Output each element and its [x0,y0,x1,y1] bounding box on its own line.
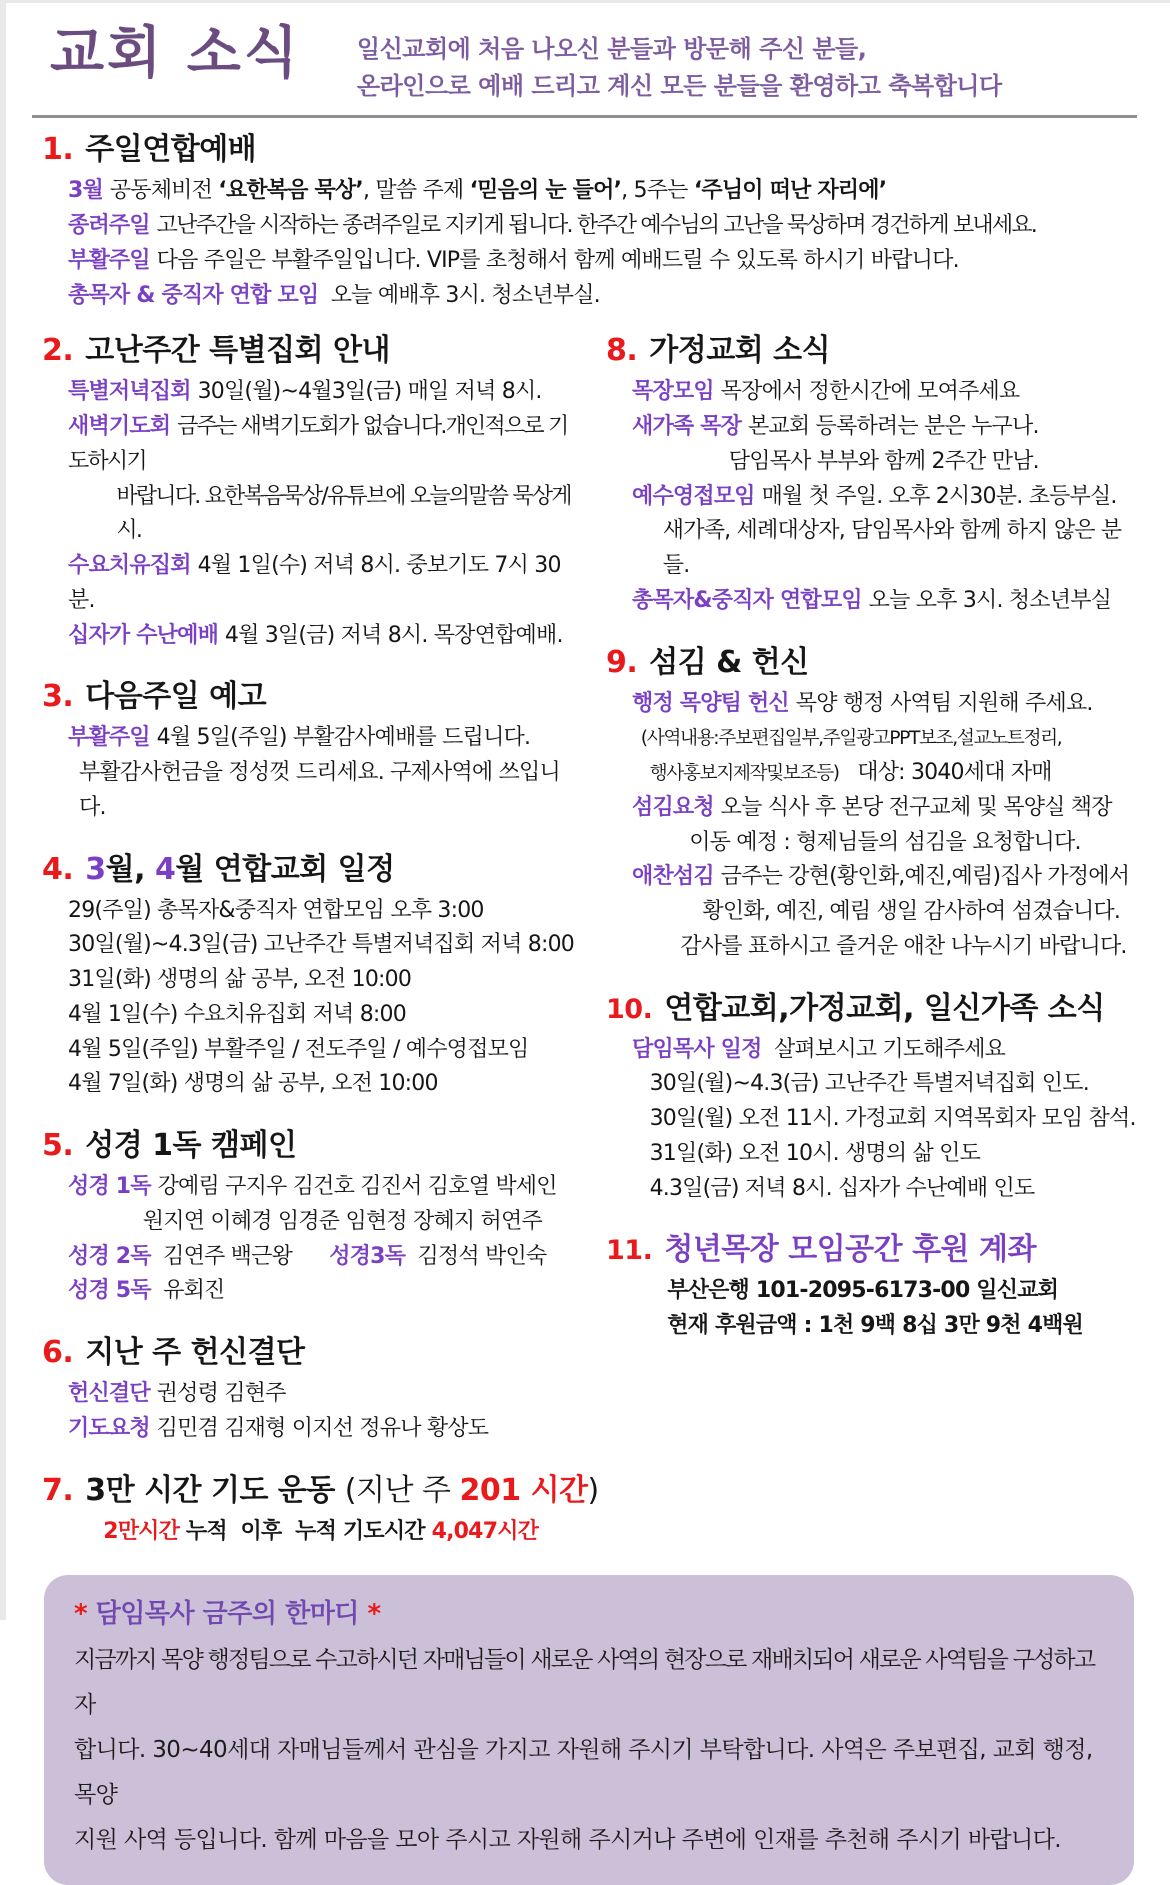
section-title [85,1335,304,1370]
section-1-body [42,174,1144,313]
text-segment: 부활감사헌금을 정성껏 드리세요. 구제사역에 쓰입니다. [79,760,560,820]
text-line [68,549,580,619]
text-line [68,410,580,480]
text-segment: 지원 사역 등입니다. 함께 마음을 모아 주시고 자원해 주시거나 주변에 인재를 추천해 주시기 바랍니다. [74,1826,1062,1853]
text-segment: 김연주 백근왕 [150,1243,330,1269]
text-line [632,1137,1144,1172]
section-title [85,1128,296,1163]
welcome-line-1: 일신교회에 처음 나오신 분들과 방문해 주신 분들, [356,35,867,63]
text-line [68,894,580,929]
text-segment: 누적 이후 누적 기도시간 [179,1518,432,1544]
text-line [68,174,1144,209]
text-segment: 새가족, 세례대상자, 담임목사와 함께 하지 않은 분들. [662,518,1122,579]
section-10-body [606,1033,1144,1207]
text-segment: 감사를 표하시고 즐거운 애찬 나누시기 바랍니다. [680,933,1127,959]
text-line [68,209,1144,244]
section-title [85,333,390,368]
text-line [68,1412,580,1447]
text-line [632,1172,1144,1207]
text-segment: 4월 3일(금) 저녁 8시. 목장연합예배. [224,622,563,648]
text-segment: 담임목사 일정 [632,1036,762,1062]
text-line [68,244,1144,279]
text-line [632,895,1144,930]
section-number: 6. [42,1335,74,1371]
section-number: 5. [42,1128,74,1164]
text-segment: 부산은행 101-2095-6173-00 일신교회 [667,1278,1059,1304]
text-segment: 성경 2독 [68,1243,151,1269]
text-segment: 특별저녁집회 [68,379,198,405]
text-segment: 4월 7일(화) 생명의 삶 공부, 오전 10:00 [68,1071,438,1097]
text-segment: 연합교회,가정교회, 일신가족 소식 [664,990,1105,1026]
text-line [632,375,1144,410]
text-line [632,480,1144,515]
text-segment: 30일(월)~4월3일(금) 매일 저녁 8시. [197,379,542,405]
text-segment: 김정석 박인숙 [405,1243,547,1269]
text-segment: 4월 1일(수) 수요치유집회 저녁 8:00 [68,1001,406,1027]
text-line [632,1033,1144,1068]
section-title [85,132,256,167]
text-segment: 종려주일 [68,213,157,239]
text-line [632,687,1144,722]
text-line [68,480,580,550]
text-segment: 기도요청 [68,1415,157,1441]
section-number: 8. [606,333,638,369]
text-segment: 4월 5일(주일) 부활감사예배를 드립니다. [156,725,531,751]
text-segment: 부활주일 [68,725,157,751]
section-8-body [606,375,1144,618]
section-11-heading [606,1224,1144,1268]
section-3-heading [42,671,580,715]
text-segment: 새가족 목장 [632,414,748,440]
text-segment: , 말씀 주제 [362,178,470,204]
text-segment: ‘믿음의 눈 들어’ [469,178,622,204]
text-line [632,791,1144,826]
text-segment: 201 시간 [459,1472,588,1508]
section-number: 2. [42,333,74,369]
text-line [68,928,580,963]
text-line [68,1170,580,1205]
text-segment: 섬김요청 [632,794,721,820]
text-segment: 31일(화) 오전 10시. 생명의 삶 인도 [649,1140,981,1166]
text-segment: 3월 [68,178,110,204]
text-segment: 고난주간을 시작하는 종려주일로 지키게 됩니다. 한주간 예수님의 고난을 묵상하며 경건하게 보내세요. [156,213,1036,239]
text-segment: 헌신결단 [68,1381,157,1407]
section-number: 7. [42,1472,74,1508]
section-1-heading [42,124,1144,168]
section-title [85,852,394,887]
text-segment: 공동체비전 [109,178,219,204]
text-segment: 4,047시간 [431,1518,539,1544]
text-segment: 목장모임 [632,379,721,405]
header [42,17,1144,105]
text-segment: * [367,1599,381,1630]
text-segment: 부활주일 [68,247,157,273]
text-segment: 29(주일) 총목자&중직자 연합모임 오후 3:00 [68,897,484,923]
section-7-heading [42,1465,599,1509]
text-segment: 행사홍보지제작및보조등) [649,763,839,785]
pastor-note-body [74,1638,1100,1862]
text-line [68,279,1144,314]
section-9-heading [606,637,1144,681]
text-segment: 3만 시간 기도 운동 [85,1472,345,1508]
welcome-text [357,17,1002,105]
section-number: 3. [42,679,74,715]
text-segment: 담임목사 금주의 한마디 [87,1599,368,1630]
text-segment: 가정교회 소식 [649,333,831,369]
text-segment: 지금까지 목양 행정팀으로 수고하시던 자매님들이 새로운 사역의 현장으로 재배치되어 새로운 사역팀을 구성하고자 [74,1647,1095,1719]
text-segment: 30일(월)~4.3(금) 고난주간 특별저녁집회 인도. [649,1071,1089,1097]
section-11-body [606,1274,1144,1344]
section-8-heading [606,325,1144,369]
section-10-heading [606,983,1144,1027]
text-line [632,410,1144,445]
text-line [68,1515,580,1550]
section-5-heading [42,1120,580,1164]
section-6 [42,1327,580,1447]
text-line [632,445,1144,480]
text-line [632,1274,1144,1309]
text-segment: 청년목장 모임공간 후원 계좌 [664,1232,1036,1268]
section-10 [606,983,1144,1207]
text-segment: 수요치유집회 [68,553,198,579]
section-2-body [42,375,580,653]
section-6-heading [42,1327,580,1371]
section-title [649,645,808,680]
text-line [68,756,580,826]
text-segment: 애찬섬김 [632,864,721,890]
text-segment: 대상: 3040세대 자매 [838,760,1052,786]
text-segment: 십자가 수난예배 [68,622,225,648]
text-line [632,756,1144,791]
text-segment: 주일연합예배 [85,132,257,168]
section-3 [42,671,580,825]
text-segment: (사역내용:주보편집일부,주일광고PPT보조,설교노트정리, [640,728,1062,750]
text-segment: 30일(월)~4.3일(금) 고난주간 특별저녁집회 저녁 8:00 [68,932,574,958]
section-6-body [42,1377,580,1447]
text-segment: 성경 1독 [68,1174,158,1200]
text-line [632,1067,1144,1102]
text-segment: 목장에서 정한시간에 모여주세요 [720,379,1020,405]
text-segment: 새벽기도회 [68,414,178,440]
text-segment: 4.3일(금) 저녁 8시. 십자가 수난예배 인도 [649,1175,1035,1201]
text-segment: 3 [85,851,106,887]
section-1 [42,124,1144,313]
section-4-heading [42,844,580,888]
text-segment: 성경 5독 [68,1278,151,1304]
text-segment: ‘요한복음 묵상’ [218,178,363,204]
text-segment: 목양 행정 사역팀 지원해 주세요. [795,690,1093,716]
text-segment: * [74,1599,88,1630]
text-segment: 지난 주 헌신결단 [85,1335,305,1371]
text-segment: 행정 목양팀 헌신 [632,690,796,716]
text-line [632,721,1144,756]
section-5 [42,1120,580,1309]
section-4-body [42,894,580,1103]
newsletter-page [6,3,1170,1885]
text-segment: 금주는 강현(황인화,예진,예림)집사 가정에서 [720,864,1130,890]
section-number: 9. [606,644,638,680]
section-7 [42,1465,599,1550]
text-segment: 황인화, 예진, 예림 생일 감사하여 섬겼습니다. [702,899,1121,925]
welcome-line-2: 온라인으로 예배 드리고 계신 모든 분들을 환영하고 축복합니다 [356,72,1002,101]
page-title: 교회 소식 [50,21,301,86]
pastor-note-title [74,1593,1100,1630]
text-line [74,1638,1100,1728]
section-title [664,991,1104,1026]
text-segment: (지난 주 [344,1472,460,1508]
text-line [74,1818,1100,1863]
section-11 [606,1224,1144,1344]
header-divider [32,115,1137,118]
section-number: 4. [42,851,74,887]
text-segment: 오늘 오후 3시. 청소년부실 [868,587,1112,613]
text-segment: 권성령 김현주 [156,1381,286,1407]
text-line [632,860,1144,895]
text-segment: 오늘 식사 후 본당 전구교체 및 목양실 책장 [720,794,1112,820]
text-segment: 오늘 예배후 3시. 청소년부실. [318,282,600,308]
text-segment: 바랍니다. 요한복음묵상/유튜브에 오늘의말씀 묵상게시. [116,483,571,544]
text-line [68,1067,580,1102]
text-segment: 2만시간 [103,1518,180,1544]
text-segment: 예수영접모임 [632,483,762,509]
text-segment: 총목자 & 중직자 연합 모임 [68,282,319,308]
section-9-body [606,687,1144,965]
text-segment: ) [587,1472,599,1508]
text-segment: 담임목사 부부와 함께 2주간 만남. [728,448,1039,474]
section-8 [606,325,1144,618]
section-number: 11. [606,1235,653,1267]
section-title [664,1232,1036,1267]
text-segment: 성경 1독 캠페인 [85,1128,297,1164]
text-segment: 유회진 [150,1278,225,1304]
section-7-body [42,1515,580,1550]
section-title [85,1473,598,1508]
section-3-body [42,721,580,825]
text-line [632,930,1144,965]
text-segment: 합니다. 30~40세대 자매님들께서 관심을 가지고 자원해 주시기 부탁합니다. 사역은 주보편집, 교회 행정, 목양 [74,1737,1100,1808]
text-segment: 고난주간 특별집회 안내 [85,333,390,369]
text-segment: 총목자&중직자 연합모임 [632,587,869,613]
text-segment: 매월 첫 주일. 오후 2시30분. 초등부실. [761,483,1117,509]
text-line [68,1033,580,1068]
text-segment: 본교회 등록하려는 분은 누구나. [747,414,1039,440]
text-segment: 김민겸 김재형 이지선 정유나 황상도 [156,1415,489,1441]
text-line [68,998,580,1033]
text-segment: , 5주는 [621,178,694,204]
section-title [85,679,266,714]
text-segment: 월 연합교회 일정 [175,851,395,887]
text-line [632,1102,1144,1137]
section-4 [42,844,580,1103]
text-segment: 4월 1일(수) 저녁 8시. 중보기도 7시 30분. [68,553,561,613]
text-segment: 원지연 이혜경 임경준 임현정 장혜지 허연주 [142,1208,542,1234]
pastor-note-box [44,1575,1134,1884]
text-line [74,1728,1100,1818]
text-segment: 섬김 & 헌신 [649,644,809,680]
section-2-heading [42,325,580,369]
text-line [632,584,1144,619]
text-segment: 이동 예정 : 형제님들의 섬김을 요청합니다. [689,829,1081,855]
text-line [68,1274,580,1309]
text-line [68,721,580,756]
text-line [68,1240,580,1275]
section-number: 10. [606,993,653,1025]
section-2 [42,325,580,653]
text-segment: 4월 5일(주일) 부활주일 / 전도주일 / 예수영접모임 [68,1036,529,1062]
text-line [68,1205,580,1240]
left-column [42,321,599,1549]
text-segment: 4 [154,851,176,887]
text-segment: 월, [105,851,155,887]
columns [42,321,1144,1549]
text-segment: ‘주님이 떠난 자리에’ [693,178,887,204]
text-line [632,826,1144,861]
right-column [606,321,1144,1344]
text-segment: 30일(월) 오전 11시. 가정교회 지역목회자 모임 참석. [649,1106,1136,1132]
text-segment: 성경3독 [329,1243,406,1269]
text-line [68,963,580,998]
text-segment: 강예림 구지우 김건호 김진서 김호열 박세인 [157,1174,557,1200]
section-9 [606,637,1144,965]
text-segment: 살펴보시고 기도해주세요 [761,1036,1006,1062]
section-title [649,333,830,368]
text-segment: 금주는 새벽기도회가 없습니다.개인적으로 기도하시기 [68,414,568,474]
text-line [68,619,580,654]
text-line [632,514,1144,584]
text-segment: 31일(화) 생명의 삶 공부, 오전 10:00 [68,967,412,993]
text-line [68,1377,580,1412]
section-number: 1. [42,132,74,168]
section-5-body [42,1170,580,1309]
text-segment: 다음주일 예고 [85,679,267,715]
text-segment: 다음 주일은 부활주일입니다. VIP를 초청해서 함께 예배드릴 수 있도록 하시기 바랍니다. [156,247,959,273]
text-line [632,1309,1144,1344]
text-segment: 현재 후원금액 : 1천 9백 8십 3만 9천 4백원 [667,1313,1083,1339]
text-line [68,375,580,410]
